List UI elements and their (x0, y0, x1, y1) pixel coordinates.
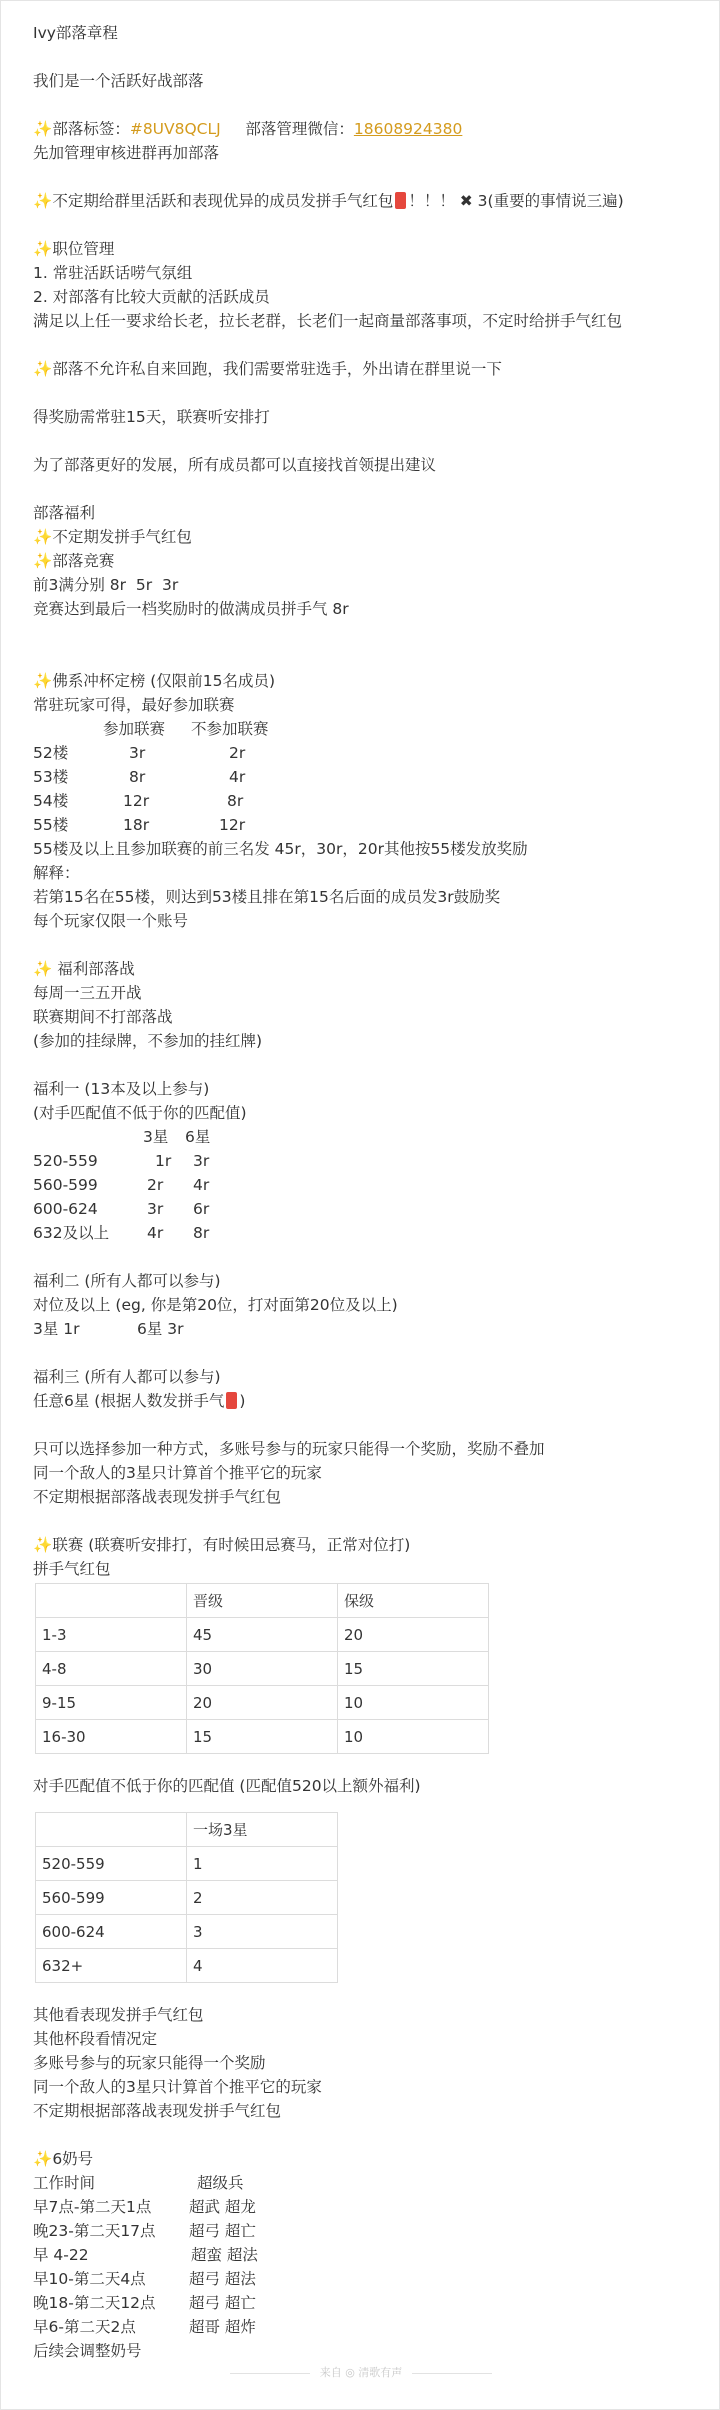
sparkle-icon: ✨ (33, 528, 53, 546)
welfare-item: 竞赛达到最后一档奖励时的做满成员拼手气 8r (33, 600, 349, 618)
footer-watermark: 来自 ◎ 清歌有声 (1, 2361, 720, 2385)
document-body (33, 21, 693, 2363)
welfare-one-row: 560-599 2r 4r (33, 1176, 210, 1194)
table-row: 9-15 20 10 (36, 1686, 489, 1720)
tribe-tag-value: #8UV8QCLJ (129, 120, 221, 138)
milk-row: 晚23-第二天17点 超弓 超亡 (33, 2222, 256, 2240)
rule-reward: 得奖励需常驻15天，联赛听安排打 (33, 408, 270, 426)
table-row: 1-3 45 20 (36, 1618, 489, 1652)
other-note: 同一个敌人的3星只计算首个推平它的玩家 (33, 2078, 322, 2096)
war-heading: ✨ 福利部落战 (33, 960, 135, 978)
reward-notice: ✨不定期给群里活跃和表现优异的成员发拼手气红包 ！！！ ✖ 3(重要的事情说三遍) (33, 192, 624, 210)
war-item: (参加的挂绿牌，不参加的挂红牌) (33, 1032, 263, 1050)
league-table (35, 1583, 489, 1754)
milk-row: 晚18-第二天12点 超弓 超亡 (33, 2294, 256, 2312)
page-title: Ivy部落章程 (33, 24, 118, 42)
welfare-item: ✨部落竞赛 (33, 552, 115, 570)
role-note: 满足以上任一要求给长老，拉长老群，长老们一起商量部落事项，不定时给拼手气红包 (33, 312, 623, 330)
welfare-item: 前3满分别 8r 5r 3r (33, 576, 179, 594)
table-row: 4-8 30 15 (36, 1652, 489, 1686)
role-item: 2. 对部落有比较大贡献的活跃成员 (33, 288, 270, 306)
other-note: 其他看表现发拼手气红包 (33, 2006, 204, 2024)
cup-table-header: 参加联赛 不参加联赛 (103, 720, 269, 738)
war-item: 每周一三五开战 (33, 984, 142, 1002)
intro-text: 我们是一个活跃好战部落 (33, 72, 204, 90)
welfare-two-subtitle: 对位及以上 (eg, 你是第20位，打对面第20位及以上) (33, 1296, 398, 1314)
red-packet-icon (395, 192, 406, 209)
milk-note: 后续会调整奶号 (33, 2342, 142, 2360)
cup-explain-label: 解释： (33, 864, 80, 882)
cup-heading: ✨佛系冲杯定榜 (仅限前15名成员) (33, 672, 276, 690)
other-note: 多账号参与的玩家只能得一个奖励 (33, 2054, 266, 2072)
welfare-two-title: 福利二 (所有人都可以参与) (33, 1272, 221, 1290)
cup-row: 54楼 12r 8r (33, 792, 244, 810)
milk-table-header: 工作时间 超级兵 (33, 2174, 244, 2192)
match-table (35, 1812, 338, 1983)
welfare-one-row: 600-624 3r 6r (33, 1200, 210, 1218)
match-heading: 对手匹配值不低于你的匹配值 (匹配值520以上额外福利) (33, 1777, 421, 1795)
milk-row: 早7点-第二天1点 超武 超龙 (33, 2198, 256, 2216)
red-packet-icon (226, 1392, 237, 1409)
milk-heading: ✨6奶号 (33, 2150, 94, 2168)
cup-row: 52楼 3r 2r (33, 744, 246, 762)
welfare-one-title: 福利一 (13本及以上参与) (33, 1080, 210, 1098)
welfare-two-rewards: 3星 1r 6星 3r (33, 1320, 184, 1338)
sparkle-icon: ✨ (33, 672, 53, 690)
milk-row: 早6-第二天2点 超哥 超炸 (33, 2318, 256, 2336)
sparkle-icon: ✨ (33, 240, 53, 258)
divider (412, 2373, 492, 2374)
role-item: 1. 常驻活跃话唠气氛组 (33, 264, 193, 282)
rule-suggest: 为了部落更好的发展，所有成员都可以直接找首领提出建议 (33, 456, 437, 474)
cup-note: 55楼及以上且参加联赛的前三名发 45r，30r，20r其他按55楼发放奖励 (33, 840, 528, 858)
table-header-row: 晋级 保级 (36, 1584, 489, 1618)
choose-note: 只可以选择参加一种方式，多账号参与的玩家只能得一个奖励，奖励不叠加 (33, 1440, 545, 1458)
war-item: 联赛期间不打部落战 (33, 1008, 173, 1026)
sparkle-icon: ✨ (33, 2150, 53, 2168)
table-row: 520-559 1 (36, 1847, 338, 1881)
choose-note: 同一个敌人的3星只计算首个推平它的玩家 (33, 1464, 322, 1482)
welfare-one-subtitle: (对手匹配值不低于你的匹配值) (33, 1104, 247, 1122)
tag-line: ✨部落标签：#8UV8QCLJ 部落管理微信：18608924380 (33, 120, 463, 138)
sparkle-icon: ✨ (33, 360, 53, 378)
welfare-three-subtitle: 任意6星 (根据人数发拼手气 ) (33, 1392, 246, 1410)
milk-row: 早 4-22 超蛮 超法 (33, 2246, 258, 2264)
sparkle-icon: ✨ (33, 192, 53, 210)
cup-row: 55楼 18r 12r (33, 816, 246, 834)
other-note: 其他杯段看情况定 (33, 2030, 158, 2048)
roles-heading: ✨职位管理 (33, 240, 115, 258)
welfare-three-title: 福利三 (所有人都可以参与) (33, 1368, 221, 1386)
league-heading: ✨联赛 (联赛听安排打，有时候田忌赛马，正常对位打) (33, 1536, 411, 1554)
cup-subtitle: 常驻玩家可得，最好参加联赛 (33, 696, 235, 714)
other-note: 不定期根据部落战表现发拼手气红包 (33, 2102, 282, 2120)
welfare-one-row: 520-559 1r 3r (33, 1152, 210, 1170)
join-note: 先加管理审核进群再加部落 (33, 144, 220, 162)
choose-note: 不定期根据部落战表现发拼手气红包 (33, 1488, 282, 1506)
table-row: 560-599 2 (36, 1881, 338, 1915)
league-subtitle: 拼手气红包 (33, 1560, 111, 1578)
cup-explain-text: 每个玩家仅限一个账号 (33, 912, 189, 930)
table-row: 632+ 4 (36, 1949, 338, 1983)
welfare-heading: 部落福利 (33, 504, 96, 522)
sparkle-icon: ✨ (33, 1536, 53, 1554)
cup-explain-text: 若第15名在55楼，则达到53楼且排在第15名后面的成员发3r鼓励奖 (33, 888, 501, 906)
sparkle-icon: ✨ (33, 552, 53, 570)
sparkle-icon: ✨ (33, 120, 53, 138)
cup-row: 53楼 8r 4r (33, 768, 246, 786)
milk-row: 早10-第二天4点 超弓 超法 (33, 2270, 256, 2288)
welfare-one-row: 632及以上 4r 8r (33, 1224, 210, 1242)
table-header-row: 一场3星 (36, 1813, 338, 1847)
welfare-item: ✨不定期发拼手气红包 (33, 528, 192, 546)
table-row: 16-30 15 10 (36, 1720, 489, 1754)
sparkle-icon: ✨ (33, 960, 53, 978)
divider (230, 2373, 310, 2374)
rule-no-return: ✨部落不允许私自来回跑，我们需要常驻选手，外出请在群里说一下 (33, 360, 502, 378)
table-row: 600-624 3 (36, 1915, 338, 1949)
wechat-link[interactable]: 18608924380 (353, 120, 463, 138)
welfare-one-header: 3星 6星 (143, 1128, 211, 1146)
